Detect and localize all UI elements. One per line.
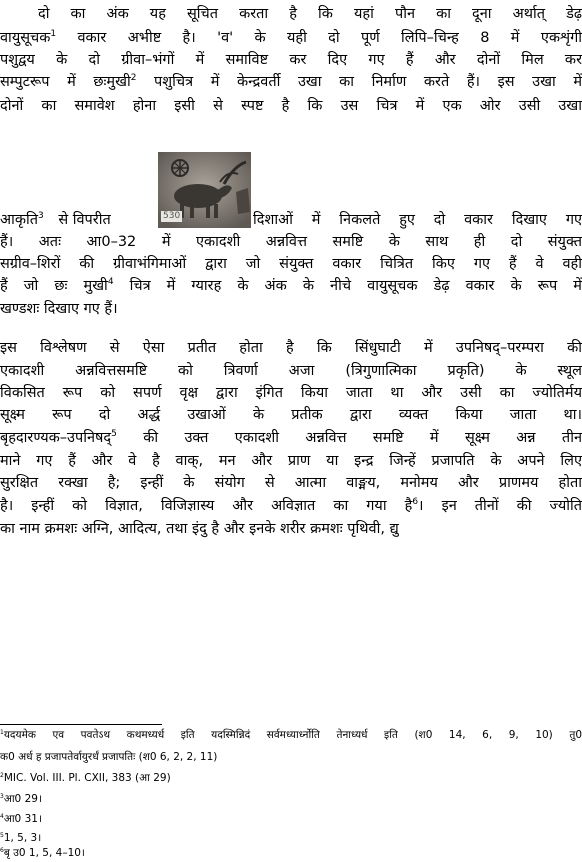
para3-line-3: [0, 383, 582, 403]
para2-line-1: [0, 210, 582, 230]
footnote-4: [0, 812, 42, 826]
para1-line-1: [0, 4, 582, 24]
text: आकृति: [0, 212, 38, 228]
text: बृहदारण्यक–उपनिषद्: [0, 430, 112, 446]
footnote-1-cont: [0, 750, 217, 764]
footnote-mark: 1: [0, 729, 4, 736]
footnote-mark: 5: [111, 429, 117, 439]
footnote-mark: 6: [412, 497, 419, 507]
footnote-mark: 2: [0, 772, 4, 779]
text: सूक्ष्म रूप दो अर्द्ध उखाओं के प्रतीक द्वारा व्यक्त किया जाता था।: [0, 407, 582, 423]
seal-label: 530: [163, 211, 181, 221]
footnote-mark: 3: [37, 211, 44, 221]
para2-line-2: [0, 232, 582, 252]
para3-line-1: [0, 338, 582, 358]
para1-line-4: [0, 72, 582, 92]
para3-line-7: [0, 473, 582, 493]
para2-line-5: [0, 299, 582, 319]
para2-line-3: [0, 254, 582, 274]
text: का नाम क्रमशः अग्नि, आदित्य, तथा इंदु है और इनके शरीर क्रमशः पृथिवी, द्यु: [0, 521, 399, 537]
footnote-mark: 1: [50, 29, 57, 39]
footnote-mark: 4: [0, 813, 4, 820]
text: सुरक्षित रक्खा है; इन्हीं के संयोग से आत्मा वाङ्मय, मनोमय और प्राणमय होता: [0, 475, 582, 491]
para3-line-6: [0, 451, 582, 471]
para1-line-3: [0, 50, 582, 70]
text: माने गए हैं और वे है वाक्, मन और प्राण या इन्द्र जिन्हें प्रजापति के अपने लिए: [0, 453, 582, 469]
text: से विपरीत: [53, 212, 111, 228]
para1-line-5: [0, 96, 582, 116]
para1-line-2: [0, 28, 582, 48]
para3-line-9: [0, 519, 582, 539]
text: चित्र में ग्यारह के अंक के नीचे वायुसूचक डेढ़ वकार के रूप में: [113, 278, 582, 294]
text: इस विश्लेषण से ऐसा प्रतीत होता है कि सिंधुघाटी में उपनिषद्–परम्परा की: [0, 340, 582, 356]
footnote-3: [0, 792, 42, 806]
text: है। इन्हीं को विज्ञात, विजिज्ञास्य और अविज्ञात का गया है: [0, 498, 413, 514]
footnote-6: [0, 846, 85, 860]
footnote-text: यदयमेक एव पवतेऽथ कथमध्यर्ध इति यदस्मिन्निदं सर्वमध्यार्ध्नोति तेनाध्यर्ध इति (श0 14, 6, 9, 10) तु0: [3, 729, 582, 741]
text: सग्रीव–शिरों की ग्रीवाभंगिमाओं द्वारा जो संयुक्त वकार चित्रित किए गए हैं वे वही: [0, 256, 582, 272]
text: वायुसूचक: [0, 30, 51, 46]
text: दो का अंक यह सूचित करता है कि यहां पौन का दूना अर्थात् डेढ़: [38, 6, 582, 22]
text: हैं। अतः आ0–32 में एकादशी अन्नवित्त समष्टि के साथ ही दो संयुक्त: [0, 234, 582, 250]
text: पशुचित्र में केन्द्रवर्ती उखा का निर्माण करते हैं। इस उखा में: [136, 74, 582, 90]
text: एकादशी अन्नवित्तसमष्टि को त्रिवर्णा अजा (त्रिगुणात्मिका प्रकृति) के स्थूल: [0, 363, 582, 379]
text: वकार अभीष्ट है। 'व' के यही दो पूर्ण लिपि–चिन्ह 8 में एकशृंगी: [56, 30, 582, 46]
para3-line-8: [0, 496, 582, 516]
footnote-divider: [0, 724, 162, 725]
text: खण्डशः दिखाए गए हैं।: [0, 301, 118, 317]
para3-line-2: [0, 361, 582, 381]
text: हैं जो छः मुखी: [0, 278, 108, 294]
footnote-text: बृ उ0 1, 5, 4–10।: [3, 847, 85, 859]
footnote-text: क0 अर्ध ह प्रजापतेर्वायुरर्धं प्रजापतिः (श0 6, 2, 2, 11): [0, 751, 218, 763]
footnote-5: [0, 831, 41, 845]
footnote-text: MIC. Vol. III. Pl. CXII, 383 (आ 29): [3, 772, 171, 784]
text: पशुद्वय के दो ग्रीवा–भंगों में समाविष्ट कर दिए गए हैं और दोनों मिल कर: [0, 52, 582, 68]
footnote-mark: 6: [0, 847, 4, 854]
footnote-2: [0, 771, 171, 785]
footnote-text: आ0 31।: [3, 813, 42, 825]
para2-line-4: [0, 276, 582, 296]
text: सम्पुटरूप में छःमुखी: [0, 74, 131, 90]
text: । इन तीनों की ज्योति: [418, 498, 582, 514]
footnote-text: आ0 29।: [3, 793, 42, 805]
text: दिशाओं में निकलते हुए दो वकार दिखाए गए: [253, 212, 582, 228]
text: की उक्त एकादशी अन्नवित्त समष्टि में सूक्ष्म अन्न तीन: [116, 430, 582, 446]
footnote-1: [0, 728, 582, 742]
para3-line-5: [0, 428, 582, 448]
footnote-mark: 5: [0, 832, 4, 839]
footnote-mark: 3: [0, 793, 4, 800]
footnote-mark: 2: [130, 73, 137, 83]
text: दोनों का समावेश होना इसी से स्पष्ट है कि उस चित्र में एक ओर उसी उखा: [0, 98, 582, 114]
footnote-mark: 4: [107, 277, 114, 287]
text: विकसित रूप को सपर्ण वृक्ष द्वारा इंगित किया जाता था और उसी का ज्योतिर्मय: [0, 385, 582, 401]
para3-line-4: [0, 405, 582, 425]
footnote-text: 1, 5, 3।: [3, 832, 42, 844]
